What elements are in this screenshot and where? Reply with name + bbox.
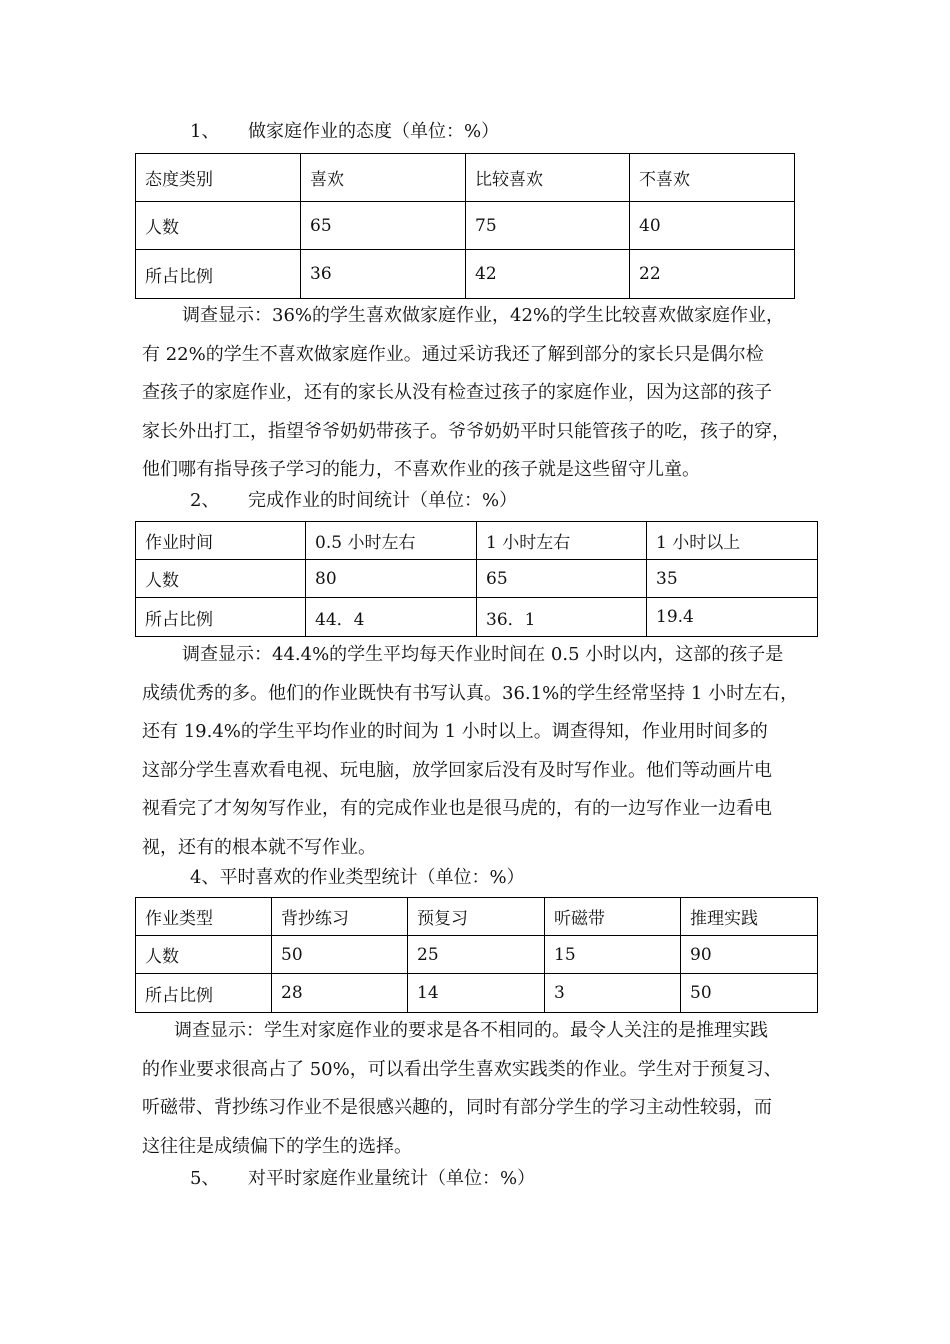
table-cell: 1 小时以上 [647,522,818,560]
table-cell: 14 [408,974,545,1013]
table-cell: 36．1 [477,598,647,637]
section1-title: 做家庭作业的态度（单位：%） [248,121,500,142]
section1-heading [190,120,499,144]
section2-table [135,521,818,637]
table-cell: 所占比例 [136,250,301,299]
section4-title: 4、平时喜欢的作业类型统计（单位：%） [190,867,525,888]
table-cell: 比较喜欢 [466,154,630,202]
table-cell: 25 [408,936,545,974]
section2-title: 完成作业的时间统计（单位：%） [248,490,518,511]
paragraph-line: 这往往是成绩偏下的学生的选择。 [142,1135,412,1157]
table-cell: 50 [272,936,408,974]
table-row [136,250,795,299]
table-cell: 44．4 [306,598,477,637]
table-cell: 3 [545,974,681,1013]
paragraph-line: 调查显示：学生对家庭作业的要求是各不相同的。最令人关注的是推理实践 [174,1020,768,1041]
table-row [136,974,818,1013]
paragraph-line: 调查显示：36%的学生喜欢做家庭作业，42%的学生比较喜欢做家庭作业， [182,305,785,326]
section1-paragraph [142,297,805,490]
section1-table [135,153,795,299]
paragraph-line: 调查显示：44.4%的学生平均每天作业时间在 0.5 小时以内，这部的孩子是 [182,644,784,665]
section2-heading [190,489,517,513]
table-cell: 人数 [136,202,301,250]
table-cell: 不喜欢 [630,154,795,202]
table-cell: 35 [647,560,818,598]
section5-heading [190,1167,535,1191]
table-row [136,522,818,560]
table-cell: 40 [630,202,795,250]
table-row [136,936,818,974]
table-cell: 28 [272,974,408,1013]
table-cell: 50 [681,974,818,1013]
table-cell: 36 [301,250,466,299]
table-cell: 22 [630,250,795,299]
table-cell: 态度类别 [136,154,301,202]
paragraph-line: 他们哪有指导孩子学习的能力，不喜欢作业的孩子就是这些留守儿童。 [142,459,700,480]
table-row [136,560,818,598]
table-cell: 预复习 [408,898,545,936]
paragraph-line: 成绩优秀的多。他们的作业既快有书写认真。36.1%的学生经常坚持 1 小时左右， [142,682,799,704]
section4-paragraph [142,1012,805,1166]
section5-title: 对平时家庭作业量统计（单位：%） [248,1168,536,1189]
section1-number: 1、 [190,121,220,142]
table-row [136,898,818,936]
paragraph-line: 还有 19.4%的学生平均作业的时间为 1 小时以上。调查得知，作业用时间多的 [142,721,768,742]
table-row [136,154,795,202]
table-cell: 19.4 [647,598,818,637]
table-cell: 所占比例 [136,974,272,1013]
table-cell: 65 [477,560,647,598]
section2-paragraph [142,636,805,867]
table-cell: 80 [306,560,477,598]
section4-table [135,897,818,1013]
table-cell: 75 [466,202,630,250]
table-cell: 所占比例 [136,598,306,637]
paragraph-line: 的作业要求很高占了 50%，可以看出学生喜欢实践类的作业。学生对于预复习、 [142,1058,782,1080]
section4-heading [190,866,525,890]
table-cell: 作业类型 [136,898,272,936]
table-cell: 作业时间 [136,522,306,560]
table-row [136,598,818,637]
table-cell: 90 [681,936,818,974]
table-cell: 人数 [136,936,272,974]
section2-number: 2、 [190,490,220,511]
table-cell: 喜欢 [301,154,466,202]
paragraph-line: 有 22%的学生不喜欢做家庭作业。通过采访我还了解到部分的家长只是偶尔检 [142,343,764,365]
table-cell: 背抄练习 [272,898,408,936]
paragraph-line: 视看完了才匆匆写作业，有的完成作业也是很马虎的，有的一边写作业一边看电 [142,798,772,819]
table-cell: 人数 [136,560,306,598]
table-cell: 1 小时左右 [477,522,647,560]
table-cell: 15 [545,936,681,974]
paragraph-line: 这部分学生喜欢看电视、玩电脑，放学回家后没有及时写作业。他们等动画片电 [142,759,772,781]
paragraph-line: 查孩子的家庭作业，还有的家长从没有检查过孩子的家庭作业，因为这部的孩子 [142,382,772,403]
section5-number: 5、 [190,1168,220,1189]
paragraph-line: 听磁带、背抄练习作业不是很感兴趣的，同时有部分学生的学习主动性较弱，而 [142,1097,772,1118]
table-cell: 42 [466,250,630,299]
paragraph-line: 视，还有的根本就不写作业。 [142,836,376,858]
table-cell: 听磁带 [545,898,681,936]
table-cell: 65 [301,202,466,250]
paragraph-line: 家长外出打工，指望爷爷奶奶带孩子。爷爷奶奶平时只能管孩子的吃，孩子的穿， [142,420,790,442]
table-row [136,202,795,250]
table-cell: 推理实践 [681,898,818,936]
table-cell: 0.5 小时左右 [306,522,477,560]
